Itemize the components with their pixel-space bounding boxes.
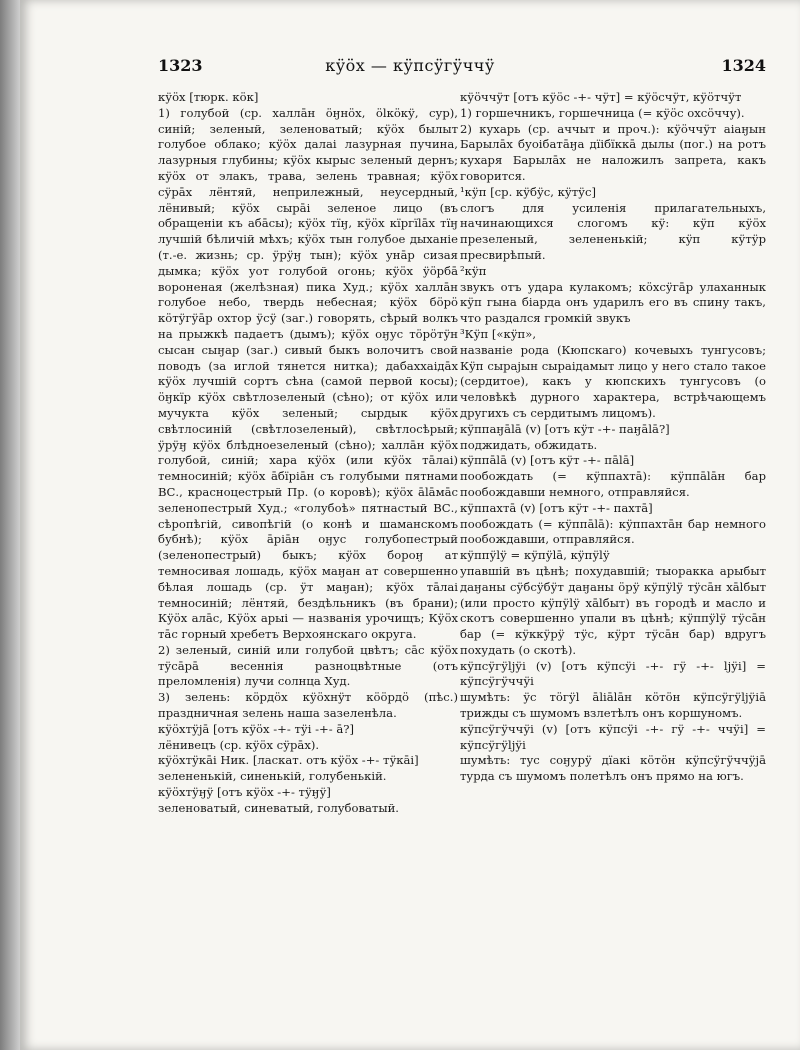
running-header: кӱӧх — кӱпсӱгӱччӱ xyxy=(325,56,495,75)
entry-definition: звукъ отъ удара кулакомъ; кӧхсӱгāр улаханнык кӱп гына біарда онъ ударилъ его въ спину такъ, что раздался громкій звукъ xyxy=(460,279,766,326)
entry-headword: кӱппахтā (v) [отъ кӱт -+- пахтā] xyxy=(460,500,653,515)
entry-headword: кӱӧхтӱкāі Ник. [ласкат. отъ кӱӧх -+- тӱкāі] xyxy=(158,753,419,768)
entry-sense: 2) зеленый, синій или голубой цвѣтъ; сāс кӱӧх тӱсāрā весеннія разноцвѣтные (отъ преломленія) лучи солнца Худ. xyxy=(158,642,458,689)
left-page-number: 1323 xyxy=(158,56,203,75)
entry-definition: названіе рода (Кюпскаго) кочевыхъ тунгусовъ; Кӱп сырајын сыраідамыт лицо у него стало такое (сердитое), какъ у кюпскихъ тунгусовъ (о человѣкѣ дурного характера, встрѣчающемъ другихъ съ сердитымъ лицомъ). xyxy=(460,342,766,420)
entry-headword: ³Кӱп [«кӱп», xyxy=(460,326,537,341)
entry-sense: 1) голубой (ср. халлāн ӧӈнӧх, ӧlкӧкӱ, сур), синій; зеленый, зеленоватый; кӱӧх былыт голубое облако; кӱӧх далаі лазурная пучина, лазурныя глубины; кӱӧх кырыс зеленый дернъ; кӱӧх от элакъ, трава, зелень травная; кӱӧх сӱрāх лёнтяй, неприлежный, неусердный, лёнивый; кӱӧх сырāі зеленое лицо (въ обращеніи къ абāсы); кӱӧх тїӈ, кӱӧх кїргїlāх тїӈ лучшій бѣличій мѣхъ; кӱӧх тын голубое дыханіе (т.-е. жизнь; ср. ӱрӱӈ тын); кӱӧх унāр сизая дымка; кӱӧх уот голубой огонь; кӱӧх ӱӧрбā вороненая (желѣзная) пика Худ.; кӱӧх халлāн голубое небо, твердь небесная; кӱӧх бӧрӧ кӧтӱгӱāр охтор ӱсӱ (заг.) говорять, сѣрый волкъ на прыжкѣ падаетъ (дымъ); кӱӧх оӈус тӧрӧтӱн сысан сыӈар (заг.) сивый быкъ волочитъ свой поводъ (за иглой тянется нитка); дабаххаідāх кӱӧх лучшій сортъ сѣна (самой первой косы); ӧӈкїр кӱӧх свѣтлозеленый (сѣно); от кӱӧх или мучукта кӱӧх зеленый; сырдык кӱӧх свѣтлосиній (свѣтлозеленый), свѣтлосѣрый; ӱрӱӈ кӱӧх блѣдноезеленый (сѣно); халлāн кӱӧх голубой, синій; хара кӱӧх (или кӱӧх тāлаі) темносиній; кӱӧх āбїріāн съ голубыми пятнами ВС., красноцестрый Пр. (о коровѣ); кӱӧх ālāмāс зеленопестрый Худ.; «голубоѣ» пятнастый ВС., сѣропѣгій, сивопѣгій (о конѣ и шаманскомъ бубнѣ); кӱӧх āріāн оӈус голубопестрый (зеленопестрый) быкъ; кӱӧх бороӈ ат темносивая лошадь, кӱӧх маӈан ат совершенно бѣлая лошадь (ср. ӱт маӈан); кӱӧх тāлаі темносиній; лёнтяй, бездѣльникъ (въ брани); Кӱӧх алāс, Кӱӧх арыі — названія урочищъ; Кӱӧх тāс горный хребетъ Верхоянскаго округа. xyxy=(158,105,458,642)
entry-sense: 2) кухарь (ср. аччыт и проч.): кӱӧччӱт аіаӈын Барылāх буоібатāӈа дїібїккā дылы (пог.) на ротъ кухаря Барылāх не наложилъ запрета, какъ говорится. xyxy=(460,121,766,183)
entry-definition: поджидать, обжидать. xyxy=(460,437,598,452)
entry-headword: кӱппӱlӱ = кӱпӱlā, кӱпӱlӱ xyxy=(460,548,610,563)
entry-definition: пообождать (= кӱппахтā): кӱппālāн бар пообождавши немного, отправляйся. xyxy=(460,469,766,499)
entry-definition: шумѣть: тус соӈурӱ дїакі кӧтӧн кӱпсӱгӱччӱjā турда съ шумомъ полетѣлъ онъ прямо на югъ. xyxy=(460,753,766,784)
entry-headword: кӱппālā (v) [отъ кӱт -+- пālā] xyxy=(460,453,635,468)
right-page-number: 1324 xyxy=(721,56,766,75)
left-column xyxy=(158,90,458,817)
right-column xyxy=(460,90,766,785)
entry-definition: слогъ для усиленія прилагательныхъ, начинающихся слогомъ кӱ: кӱп кӱӧх презеленый, зелененькій; кӱп кӱтӱр пресвирѣпый. xyxy=(460,200,766,262)
entry-headword: кӱпсӱгӱlјӱі (v) [отъ кӱпсӱі -+- гӱ -+- lјӱі] = кӱпсӱгӱччӱі xyxy=(460,658,766,689)
entry-headword: кӱӧччӱт [отъ кӱӧс -+- чӱт] = кӱӧсчӱт, кӱӧтчӱт xyxy=(460,90,742,104)
entry-headword: ²кӱп xyxy=(460,263,487,278)
entry-definition: упавшій въ цѣнѣ; похудавшій; тыоракка арыбыт даӈаны сӱбсӱбӱт даӈаны ӧрӱ кӱпӱlӱ тӱсāн хālбыт (или просто кӱпӱlӱ хālбыт) въ городѣ и масло и скотъ совершенно упали въ цѣнѣ; кӱппӱlӱ тӱсāн бар (= кӱккӱрӱ тӱс, кӱрт тӱсāн бар) вдругъ похудать (о скотѣ). xyxy=(460,563,766,657)
entry-definition: шумѣть: ӱс тӧгӱl ālіālāн кӧтӧн кӱпсӱгӱlјӱіā трижды съ шумомъ взлетѣлъ онъ коршуномъ. xyxy=(460,690,766,721)
scan-edge xyxy=(0,0,20,1050)
entry-headword: кӱӧхтӱjā [отъ кӱӧх -+- тӱі -+- ā?] xyxy=(158,721,355,736)
entry-definition: зелененькій, синенькій, голубенькій. xyxy=(158,769,387,784)
entry-headword: кӱппаӈālā (v) [отъ кӱт -+- паӈālā?] xyxy=(460,421,670,436)
entry-headword: кӱпсӱгӱччӱі (v) [отъ кӱпсӱі -+- гӱ -+- ччӱі] = кӱпсӱгӱlјӱі xyxy=(460,721,766,752)
entry-headword: ¹кӱп [ср. кӱбӱс, кӱтӱс] xyxy=(460,184,596,199)
entry-headword: кӱӧх [тюрк. кӧк] xyxy=(158,90,259,104)
entry-headword: кӱӧхтӱӈӱ [отъ кӱӧх -+- тӱӈӱ] xyxy=(158,785,331,800)
dictionary-page xyxy=(20,0,800,1050)
entry-sense: 3) зелень: кӧрдӧх кӱӧхнӱт кӧӧрдӧ (пѣс.) праздничная зелень нашa зазеленѣла. xyxy=(158,690,458,721)
entry-definition: зеленоватый, синеватый, голубоватый. xyxy=(158,800,399,815)
entry-definition: лёнивецъ (ср. кӱӧх сӱрāх). xyxy=(158,737,320,752)
entry-sense: 1) горшечникъ, горшечница (= кӱӧс охсӧччу). xyxy=(460,105,745,120)
entry-definition: пообождать (= кӱппālā): кӱппахтāн бар немного пообождавши, отправляйся. xyxy=(460,516,766,547)
